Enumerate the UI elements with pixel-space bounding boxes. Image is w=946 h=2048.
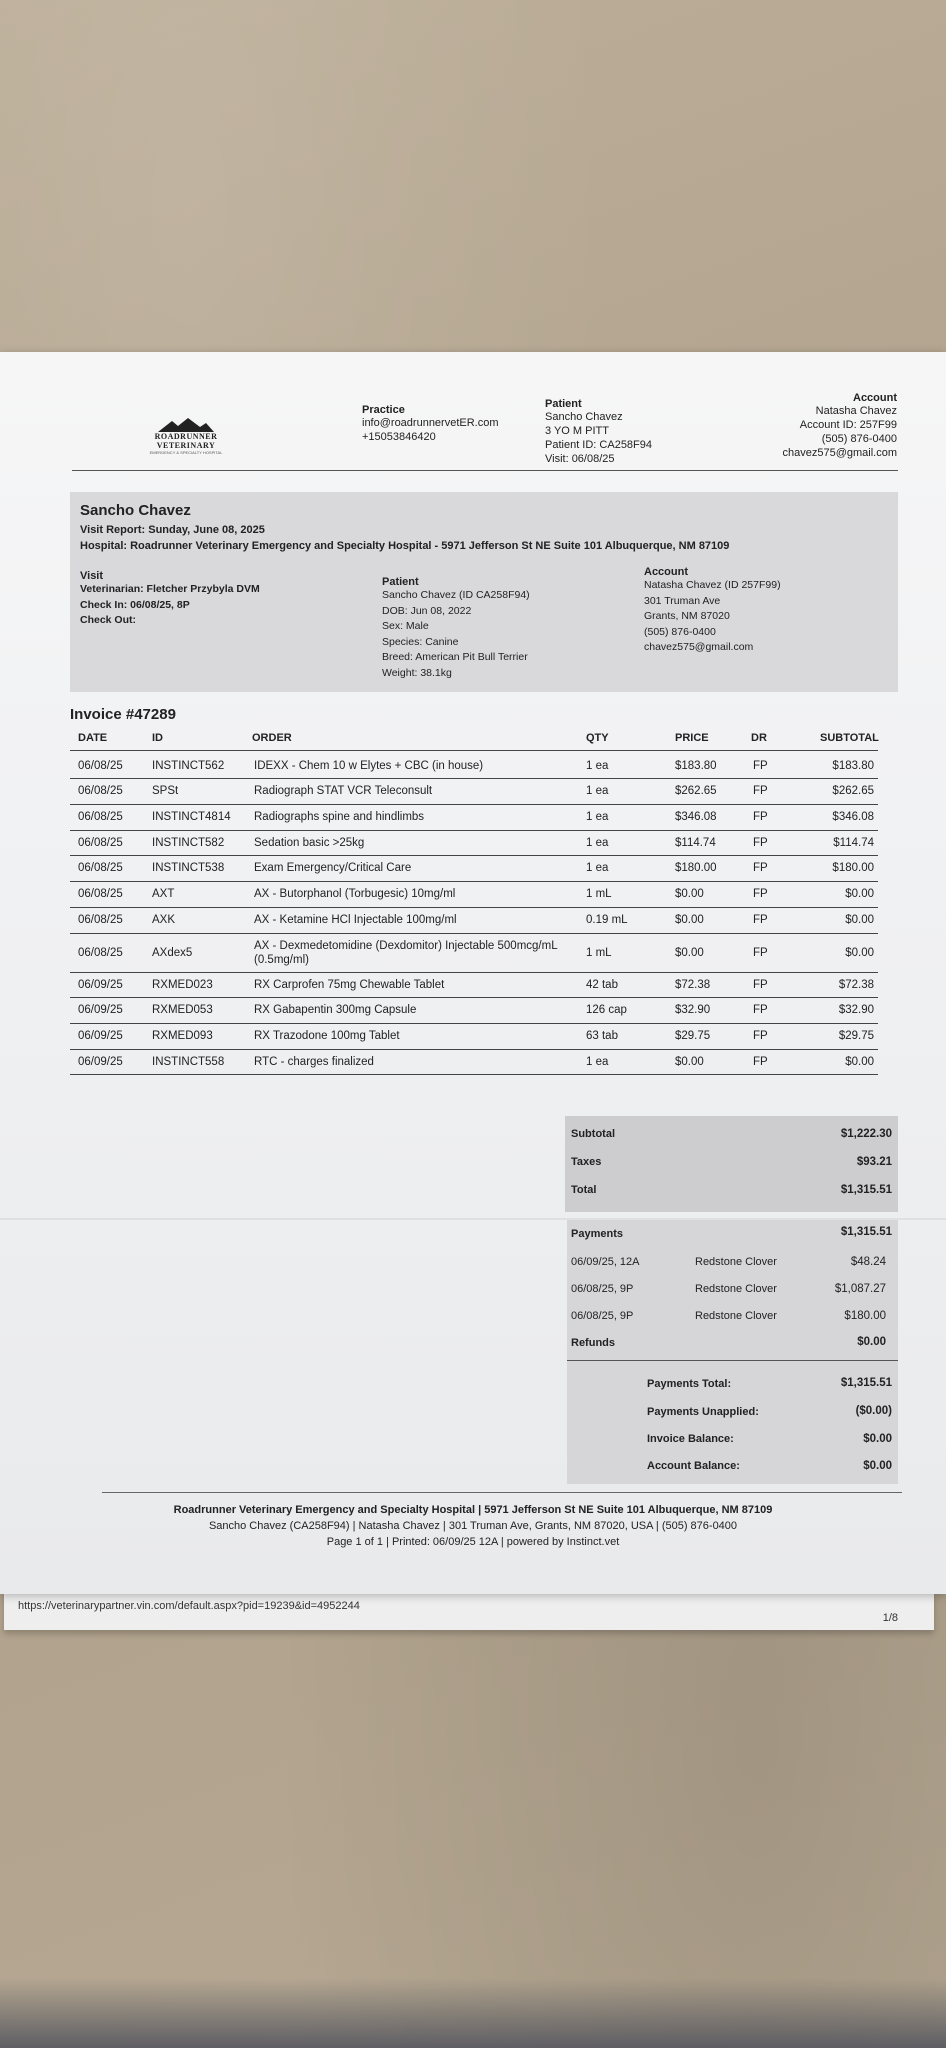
cell-dr: FP <box>753 946 768 959</box>
cell-date: 06/09/25 <box>78 1030 123 1042</box>
practice-phone: +15053846420 <box>362 431 436 443</box>
cell-id: INSTINCT558 <box>152 1055 225 1068</box>
account-name-id: Natasha Chavez (ID 257F99) <box>644 579 781 591</box>
cell-date: 06/09/25 <box>78 1055 123 1068</box>
table-row <box>70 1023 878 1050</box>
cell-dr: FP <box>753 914 768 926</box>
hospital-line: Hospital: Roadrunner Veterinary Emergency and Specialty Hospital - 5971 Jefferson St NE Suite 101 Albuquerque, NM 87109 <box>80 540 730 552</box>
payment-method: Redstone Clover <box>695 1283 777 1295</box>
cell-price: $72.38 <box>675 978 711 991</box>
cell-subtotal: $29.75 <box>838 1030 874 1042</box>
cell-date: 06/08/25 <box>78 888 123 900</box>
cell-order: Radiograph STAT VCR Teleconsult <box>254 785 433 797</box>
logo-tagline: EMERGENCY & SPECIALTY HOSPITAL <box>149 450 223 455</box>
cell-price: $32.90 <box>675 1004 711 1016</box>
payments-total-label: Payments Total: <box>647 1378 732 1390</box>
cell-qty: 1 ea <box>586 1055 609 1068</box>
table-row <box>70 933 878 973</box>
cell-id: AXT <box>152 888 175 900</box>
cell-price: $346.08 <box>675 811 717 823</box>
account-email: chavez575@gmail.com <box>644 641 754 653</box>
summary-patient-column <box>382 576 530 681</box>
table-row <box>70 997 878 1024</box>
roadrunner-logo <box>148 418 224 455</box>
cell-order: RX Gabapentin 300mg Capsule <box>254 1004 417 1016</box>
cell-qty: 42 tab <box>586 978 618 991</box>
account-balance-label: Account Balance: <box>647 1460 740 1472</box>
invoice-sheet <box>0 352 946 1594</box>
visit-report-date: Visit Report: Sunday, June 08, 2025 <box>80 524 265 536</box>
payments-box <box>567 1220 898 1484</box>
account-city: Grants, NM 87020 <box>644 610 730 622</box>
cell-price: $180.00 <box>675 862 717 874</box>
practice-block <box>362 404 499 444</box>
cell-id: INSTINCT538 <box>152 862 225 874</box>
cell-date: 06/08/25 <box>78 946 123 959</box>
header-patient-block <box>545 398 652 466</box>
cell-price: $114.74 <box>675 836 716 849</box>
header-account-id: Account ID: 257F99 <box>799 419 897 431</box>
account-street: 301 Truman Ave <box>644 594 721 607</box>
cell-price: $0.00 <box>675 946 704 959</box>
cell-qty: 1 ea <box>586 811 609 823</box>
header-account-email: chavez575@gmail.com <box>782 447 897 459</box>
refunds-label: Refunds <box>571 1337 615 1349</box>
visit-column <box>80 570 260 629</box>
check-out: Check Out: <box>80 614 137 626</box>
payment-method: Redstone Clover <box>695 1256 777 1268</box>
cell-id: AXK <box>152 914 176 926</box>
cell-id: INSTINCT562 <box>152 759 225 772</box>
patient-breed: Breed: American Pit Bull Terrier <box>382 651 528 663</box>
cell-price: $29.75 <box>675 1030 711 1042</box>
cell-order: RX Carprofen 75mg Chewable Tablet <box>254 978 445 991</box>
payments-amount: $1,315.51 <box>840 1226 892 1238</box>
footer-divider <box>102 1492 902 1493</box>
background-shadow <box>0 1978 946 2048</box>
header-divider <box>72 470 898 471</box>
visit-summary <box>70 492 898 692</box>
cell-order: IDEXX - Chem 10 w Elytes + CBC (in house) <box>254 759 484 772</box>
cell-order: RTC - charges finalized <box>254 1055 374 1068</box>
cell-subtotal: $0.00 <box>845 914 874 926</box>
cell-qty: 1 ea <box>586 759 609 772</box>
cell-qty: 1 mL <box>586 946 612 959</box>
cell-dr: FP <box>753 1030 768 1042</box>
refunds-value: $0.00 <box>857 1336 886 1348</box>
patient-sex: Sex: Male <box>382 620 429 632</box>
totals-box <box>565 1116 898 1212</box>
account-phone: (505) 876-0400 <box>644 625 716 638</box>
col-qty: QTY <box>586 732 609 744</box>
check-in: Check In: 06/08/25, 8P <box>80 598 190 611</box>
cell-price: $183.80 <box>675 759 717 772</box>
payments-unapplied-label: Payments Unapplied: <box>647 1406 759 1418</box>
cell-qty: 1 ea <box>586 785 609 797</box>
footer-hospital: Roadrunner Veterinary Emergency and Specialty Hospital | 5971 Jefferson St NE Suite 101 Albuquerque, NM 87109 <box>173 1504 773 1516</box>
cell-qty: 126 cap <box>586 1004 627 1016</box>
cell-subtotal: $32.90 <box>838 1004 874 1016</box>
col-order: ORDER <box>252 732 292 744</box>
cell-date: 06/08/25 <box>78 759 123 772</box>
cell-dr: FP <box>753 836 768 849</box>
cell-price: $0.00 <box>675 914 704 926</box>
table-row <box>70 881 878 908</box>
cell-price: $262.65 <box>675 785 717 797</box>
header-patient-name: Sancho Chavez <box>545 411 623 423</box>
cell-price: $0.00 <box>675 1055 704 1068</box>
cell-order: Sedation basic >25kg <box>254 836 365 849</box>
payments-unapplied-value: ($0.00) <box>855 1405 892 1417</box>
header-account-name: Natasha Chavez <box>815 405 897 417</box>
cell-dr: FP <box>753 888 768 900</box>
table-row <box>70 1049 878 1075</box>
cell-id: RXMED023 <box>152 978 213 991</box>
cell-date: 06/08/25 <box>78 811 123 823</box>
cell-subtotal: $180.00 <box>832 862 874 874</box>
mountain-icon <box>156 418 216 432</box>
cell-subtotal: $0.00 <box>845 888 874 900</box>
subtotal-label: Subtotal <box>571 1128 615 1140</box>
payment-date: 06/08/25, 9P <box>571 1283 634 1295</box>
total-value: $1,315.51 <box>840 1184 892 1196</box>
col-price: PRICE <box>675 732 709 744</box>
cell-qty: 0.19 mL <box>586 914 628 926</box>
cell-order: AX - Ketamine HCl Injectable 100mg/ml <box>254 914 457 926</box>
cell-subtotal: $183.80 <box>832 759 874 772</box>
summary-account-column <box>644 566 781 656</box>
payment-method: Redstone Clover <box>695 1310 777 1322</box>
cell-id: SPSt <box>152 785 179 797</box>
summary-patient-title: Patient <box>382 576 419 588</box>
cell-dr: FP <box>753 759 768 772</box>
payment-date: 06/08/25, 9P <box>571 1310 634 1322</box>
footer-client: Sancho Chavez (CA258F94) | Natasha Chavez | 301 Truman Ave, Grants, NM 87020, USA | (505) 876-0400 <box>208 1520 738 1532</box>
cell-date: 06/09/25 <box>78 1004 123 1016</box>
cell-dr: FP <box>753 785 768 797</box>
col-dr: DR <box>751 732 767 744</box>
invoice-title: Invoice #47289 <box>70 706 176 723</box>
cell-qty: 1 mL <box>586 888 612 900</box>
header-account-title: Account <box>853 392 897 404</box>
table-header-rule <box>70 750 878 751</box>
underlying-page-number: 1/8 <box>882 1612 898 1624</box>
cell-order: Radiographs spine and hindlimbs <box>254 811 425 823</box>
cell-date: 06/08/25 <box>78 862 123 874</box>
footer-page-info: Page 1 of 1 | Printed: 06/09/25 12A | powered by Instinct.vet <box>326 1536 620 1548</box>
cell-id: RXMED053 <box>152 1004 213 1016</box>
underlying-page <box>4 1590 934 1630</box>
cell-subtotal: $0.00 <box>845 946 874 959</box>
payments-label: Payments <box>571 1228 623 1240</box>
cell-dr: FP <box>753 1004 768 1016</box>
col-date: DATE <box>78 732 108 744</box>
invoice-balance-value: $0.00 <box>863 1433 892 1445</box>
cell-dr: FP <box>753 1055 768 1068</box>
header-patient-title: Patient <box>545 398 582 410</box>
cell-subtotal: $0.00 <box>845 1055 874 1068</box>
taxes-value: $93.21 <box>856 1156 892 1168</box>
logo-name: ROADRUNNER VETERINARY <box>154 432 218 450</box>
cell-date: 06/09/25 <box>78 978 123 991</box>
header-account-phone: (505) 876-0400 <box>821 433 897 445</box>
cell-id: AXdex5 <box>152 946 193 959</box>
header-patient-id: Patient ID: CA258F94 <box>545 439 653 451</box>
payment-amount: $1,087.27 <box>834 1283 886 1295</box>
account-balance-value: $0.00 <box>863 1460 892 1472</box>
cell-dr: FP <box>753 978 768 991</box>
patient-name-id: Sancho Chavez (ID CA258F94) <box>382 589 530 601</box>
cell-subtotal: $114.74 <box>833 836 874 849</box>
total-label: Total <box>571 1184 597 1196</box>
patient-weight: Weight: 38.1kg <box>382 666 452 679</box>
veterinarian: Veterinarian: Fletcher Przybyla DVM <box>80 583 260 595</box>
payments-total-value: $1,315.51 <box>840 1377 892 1389</box>
table-row <box>70 907 878 934</box>
subtotal-value: $1,222.30 <box>840 1128 892 1140</box>
payment-date: 06/09/25, 12A <box>571 1256 640 1268</box>
cell-order: AX - Butorphanol (Torbugesic) 10mg/ml <box>254 888 456 900</box>
col-subtotal: SUBTOTAL <box>820 732 879 744</box>
table-row <box>70 855 878 882</box>
table-row <box>70 778 878 805</box>
patient-species: Species: Canine <box>382 635 459 648</box>
underlying-page-url: https://veterinarypartner.vin.com/default.aspx?pid=19239&id=4952244 <box>18 1600 360 1612</box>
practice-title: Practice <box>362 404 405 416</box>
header-patient-desc: 3 YO M PITT <box>545 425 609 437</box>
table-row <box>70 830 878 856</box>
header-patient-visit: Visit: 06/08/25 <box>545 453 615 465</box>
cell-qty: 1 ea <box>586 836 609 849</box>
summary-account-title: Account <box>644 566 688 578</box>
cell-subtotal: $346.08 <box>832 811 874 823</box>
payments-divider <box>567 1360 898 1361</box>
cell-subtotal: $262.65 <box>832 785 874 797</box>
taxes-label: Taxes <box>571 1156 602 1168</box>
cell-id: INSTINCT582 <box>152 836 225 849</box>
cell-date: 06/08/25 <box>78 914 123 926</box>
payment-amount: $48.24 <box>850 1256 886 1268</box>
summary-patient-name: Sancho Chavez <box>80 502 191 519</box>
cell-subtotal: $72.38 <box>838 978 874 991</box>
cell-price: $0.00 <box>675 888 704 900</box>
cell-dr: FP <box>753 811 768 823</box>
cell-order: RX Trazodone 100mg Tablet <box>254 1030 400 1042</box>
col-id: ID <box>152 732 163 744</box>
cell-id: RXMED093 <box>152 1030 213 1042</box>
practice-email: info@roadrunnervetER.com <box>362 417 499 429</box>
patient-dob: DOB: Jun 08, 2022 <box>382 604 472 617</box>
visit-title: Visit <box>80 570 104 582</box>
cell-date: 06/08/25 <box>78 836 123 849</box>
cell-qty: 63 tab <box>586 1030 618 1042</box>
cell-order: AX - Dexmedetomidine (Dexdomitor) Injectable 500mcg/mL (0.5mg/ml) <box>254 939 558 966</box>
cell-qty: 1 ea <box>586 862 609 874</box>
cell-id: INSTINCT4814 <box>152 811 231 823</box>
table-row <box>70 753 878 779</box>
invoice-balance-label: Invoice Balance: <box>647 1433 734 1445</box>
cell-dr: FP <box>753 862 768 874</box>
header-account-block <box>783 392 898 460</box>
cell-order: Exam Emergency/Critical Care <box>254 862 412 874</box>
payment-amount: $180.00 <box>844 1310 886 1322</box>
cell-date: 06/08/25 <box>78 785 123 797</box>
table-row <box>70 972 878 998</box>
table-row <box>70 804 878 831</box>
